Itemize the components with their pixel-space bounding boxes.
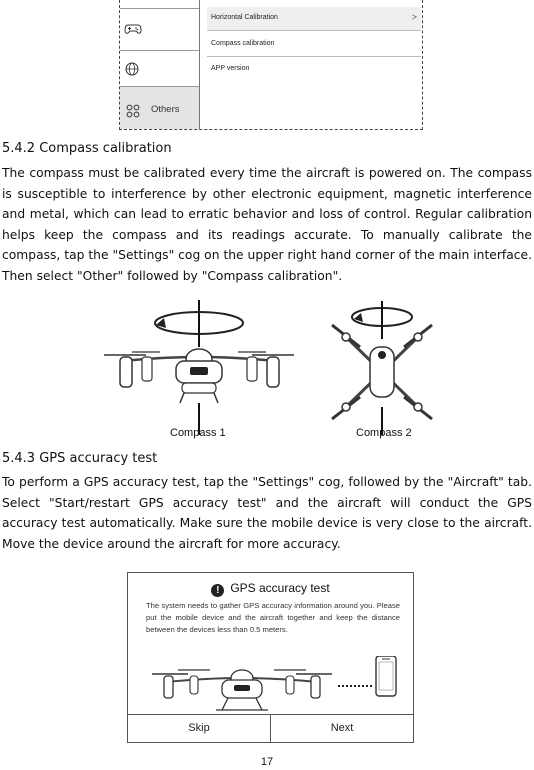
skip-button[interactable]: Skip (128, 715, 271, 742)
gps-paragraph: To perform a GPS accuracy test, tap the "Settings" cog, followed by the "Aircraft" tab. Select "Start/restart GPS accuracy test" and the aircraft will conduct the GPS accuracy test automatically. Make sure the mobile device is very close to the aircraft. Move the device around the aircraft for more accuracy. (2, 475, 532, 551)
dialog-title-row (128, 581, 413, 597)
section-heading-compass: 5.4.2 Compass calibration (2, 141, 172, 156)
compass-paragraph: The compass must be calibrated every time the aircraft is powered on. The compass is susceptible to interference by other electronic equipment, magnetic interference and metal, which can lead to erratic behavior and loss of control. Regular calibration helps keep the compass and its readings accurate. To manually calibrate the compass, tap the "Settings" cog on the upper right hand corner of the main interface. Then select "Other" followed by "Compass calibration". (2, 166, 532, 283)
figure-caption-compass-2: Compass 2 (356, 427, 412, 439)
gamepad-icon (124, 22, 142, 36)
settings-sidebar (120, 0, 200, 129)
others-grid-icon (126, 104, 140, 118)
chevron-right-icon: > (411, 12, 417, 22)
page-number: 17 (260, 756, 274, 768)
sidebar-cell-top (120, 0, 199, 9)
menu-item-label: Compass calibration (211, 40, 275, 47)
compass-2-illustration (320, 295, 450, 440)
sidebar-item-gamepad[interactable] (120, 9, 199, 51)
dialog-footer (128, 714, 413, 742)
dialog-body: The system needs to gather GPS accuracy information around you. Please put the mobile device and the aircraft together and keep the distance between the devices less than 0.5 meters. (146, 601, 400, 634)
warning-icon: ! (211, 584, 224, 597)
settings-menu (202, 0, 423, 129)
dialog-title: GPS accuracy test (230, 581, 330, 595)
gps-accuracy-dialog (127, 572, 414, 743)
globe-icon (125, 62, 139, 76)
sidebar-item-label: Others (151, 104, 180, 115)
settings-panel (119, 0, 423, 130)
compass-1-illustration (102, 295, 302, 440)
menu-item-compass-calibration[interactable] (207, 33, 421, 57)
menu-item-label: Horizontal Calibration (211, 14, 278, 21)
menu-item-app-version[interactable] (207, 58, 421, 82)
menu-item-label: APP version (211, 65, 250, 72)
figure-caption-compass-1: Compass 1 (170, 427, 226, 439)
sidebar-item-others[interactable] (120, 87, 199, 129)
menu-item-horizontal-calibration[interactable] (207, 7, 421, 31)
next-button[interactable]: Next (330, 722, 354, 734)
sidebar-item-globe[interactable] (120, 51, 199, 87)
drone-and-phone-illustration (148, 656, 398, 716)
section-heading-gps: 5.4.3 GPS accuracy test (2, 451, 158, 466)
